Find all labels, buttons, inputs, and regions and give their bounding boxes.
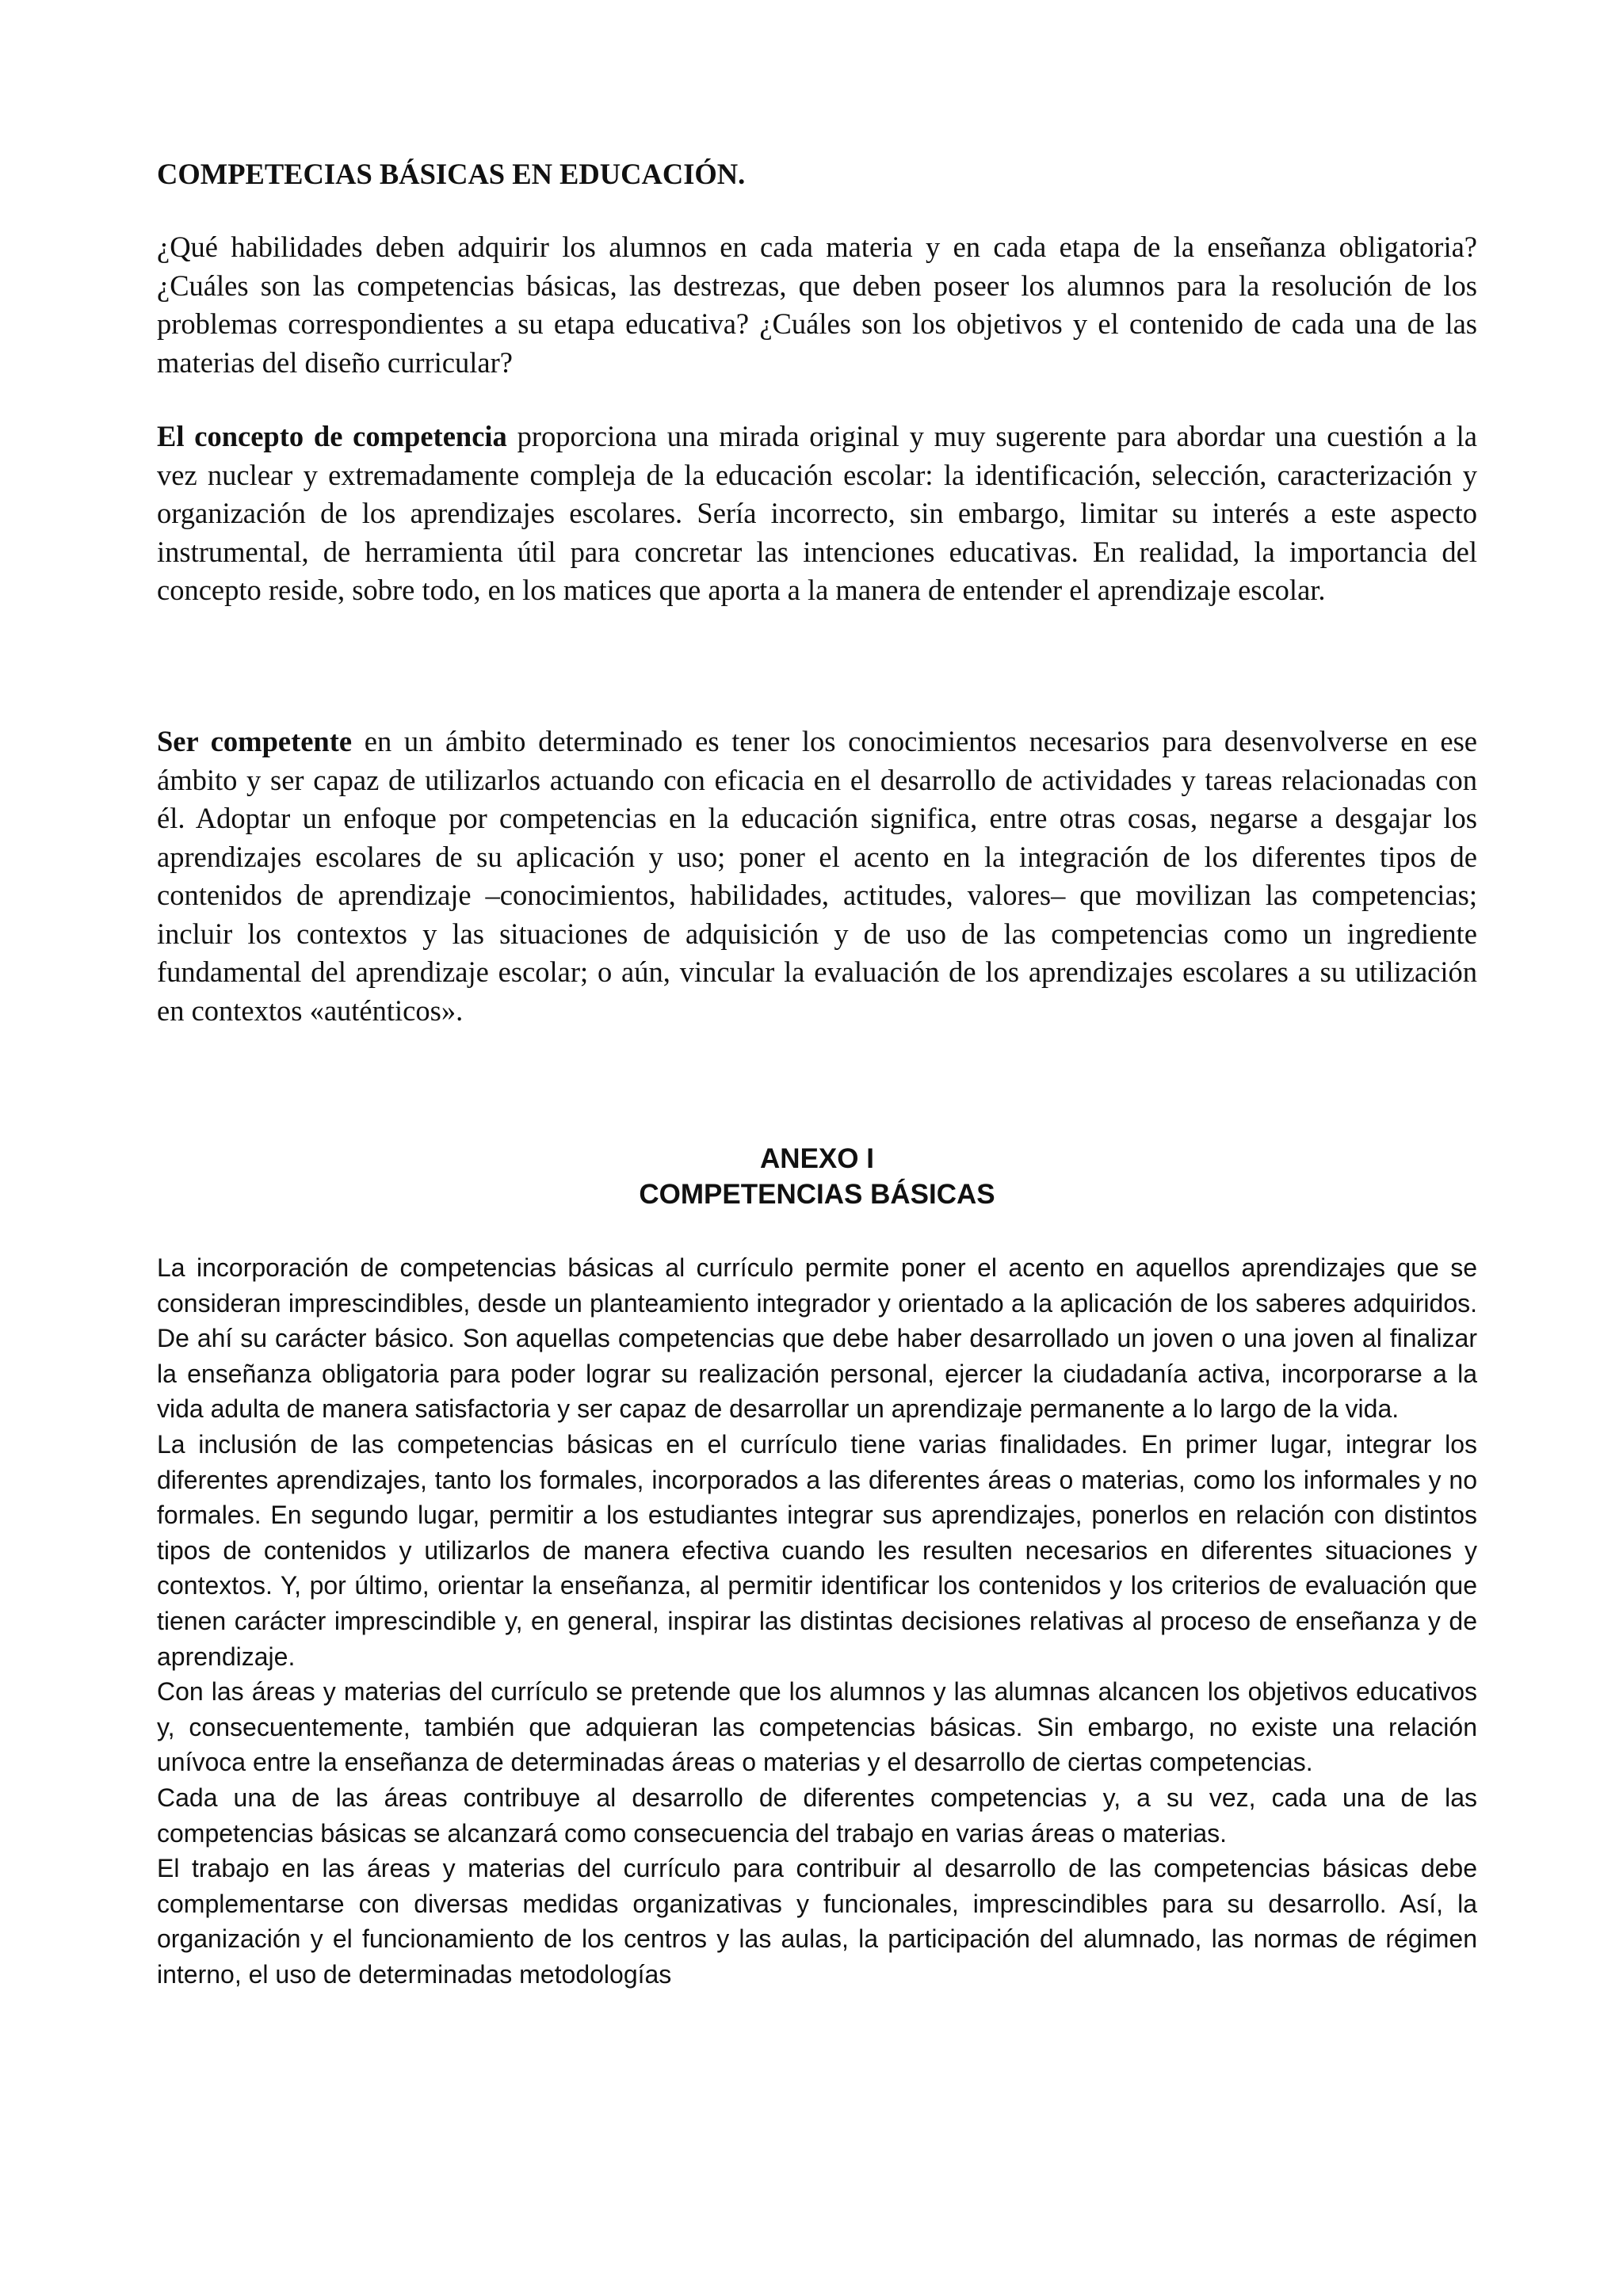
annex-paragraph: Con las áreas y materias del currículo se pretende que los alumnos y las alumnas alcancen los objetivos educativos y, consecuentemente, también que adquieran las competencias básicas. Sin embargo, no existe una relación unívoca entre la enseñanza de determinadas áreas o materias y el desarrollo de ciertas competencias.: [157, 1677, 1477, 1777]
intro-paragraph: ¿Qué habilidades deben adquirir los alumnos en cada materia y en cada etapa de la enseñanza obligatoria? ¿Cuáles son las competencias básicas, las destrezas, que deben poseer los alumnos para la resolución de los problemas correspondientes a su etapa educativa? ¿Cuáles son los objetivos y el contenido de cada una de las materias del diseño curricular?: [157, 231, 1477, 379]
document-title: COMPETECIAS BÁSICAS EN EDUCACIÓN.: [157, 158, 746, 190]
annex-heading-block: [157, 1141, 1477, 1212]
competent-paragraph: [157, 723, 1477, 1030]
annex-body: [157, 1250, 1477, 1992]
concept-paragraph: [157, 418, 1477, 610]
concept-text: proporciona una mirada original y muy sugerente para abordar una cuestión a la vez nuclear y extremadamente compleja de la educación escolar: la identificación, selección, caracterización y organización de los aprendizajes escolares. Sería incorrecto, sin embargo, limitar su interés a este aspecto instrumental, de herramienta útil para concretar las intenciones educativas. En realidad, la importancia del concepto reside, sobre todo, en los matices que aporta a la manera de entender el aprendizaje escolar.: [157, 420, 1477, 606]
concept-lead: El concepto de competencia: [157, 420, 507, 452]
annex-paragraph: Cada una de las áreas contribuye al desarrollo de diferentes competencias y, a su vez, cada una de las competencias básicas se alcanzará como consecuencia del trabajo en varias áreas o materias.: [157, 1783, 1477, 1848]
annex-paragraph: La inclusión de las competencias básicas en el currículo tiene varias finalidades. En primer lugar, integrar los diferentes aprendizajes, tanto los formales, incorporados a las diferentes áreas o materias, como los informales y no formales. En segundo lugar, permitir a los estudiantes integrar sus aprendizajes, ponerlos en relación con distintos tipos de contenidos y utilizarlos de manera efectiva cuando les resulten necesarios en diferentes situaciones y contextos. Y, por último, orientar la enseñanza, al permitir identificar los contenidos y los criterios de evaluación que tienen carácter imprescindible y, en general, inspirar las distintas decisiones relativas al proceso de enseñanza y de aprendizaje.: [157, 1429, 1477, 1671]
annex-heading: ANEXO I: [760, 1143, 874, 1174]
annex-subheading: COMPETENCIAS BÁSICAS: [639, 1179, 995, 1210]
competent-text: en un ámbito determinado es tener los conocimientos necesarios para desenvolverse en ese ámbito y ser capaz de utilizarlos actuando con eficacia en el desarrollo de actividades y tareas relacionadas con él. Adoptar un enfoque por competencias en la educación significa, entre otras cosas, negarse a desgajar los aprendizajes escolares de su aplicación y uso; poner el acento en la integración de los diferentes tipos de contenidos de aprendizaje –conocimientos, habilidades, actitudes, valores– que movilizan las competencias; incluir los contextos y las situaciones de adquisición y de uso de las competencias como un ingrediente fundamental del aprendizaje escolar; o aún, vincular la evaluación de los aprendizajes escolares a su utilización en contextos «auténticos».: [157, 725, 1477, 1027]
competent-lead: Ser competente: [157, 725, 353, 757]
annex-paragraph: El trabajo en las áreas y materias del currículo para contribuir al desarrollo de las competencias básicas debe complementarse con diversas medidas organizativas y funcionales, imprescindibles para su desarrollo. Así, la organización y el funcionamiento de los centros y las aulas, la participación del alumnado, las normas de régimen interno, el uso de determinadas metodologías: [157, 1854, 1477, 1989]
annex-paragraph: La incorporación de competencias básicas al currículo permite poner el acento en aquellos aprendizajes que se consideran imprescindibles, desde un planteamiento integrador y orientado a la aplicación de los saberes adquiridos. De ahí su carácter básico. Son aquellas competencias que debe haber desarrollado un joven o una joven al finalizar la enseñanza obligatoria para poder lograr su realización personal, ejercer la ciudadanía activa, incorporarse a la vida adulta de manera satisfactoria y ser capaz de desarrollar un aprendizaje permanente a lo largo de la vida.: [157, 1253, 1477, 1424]
